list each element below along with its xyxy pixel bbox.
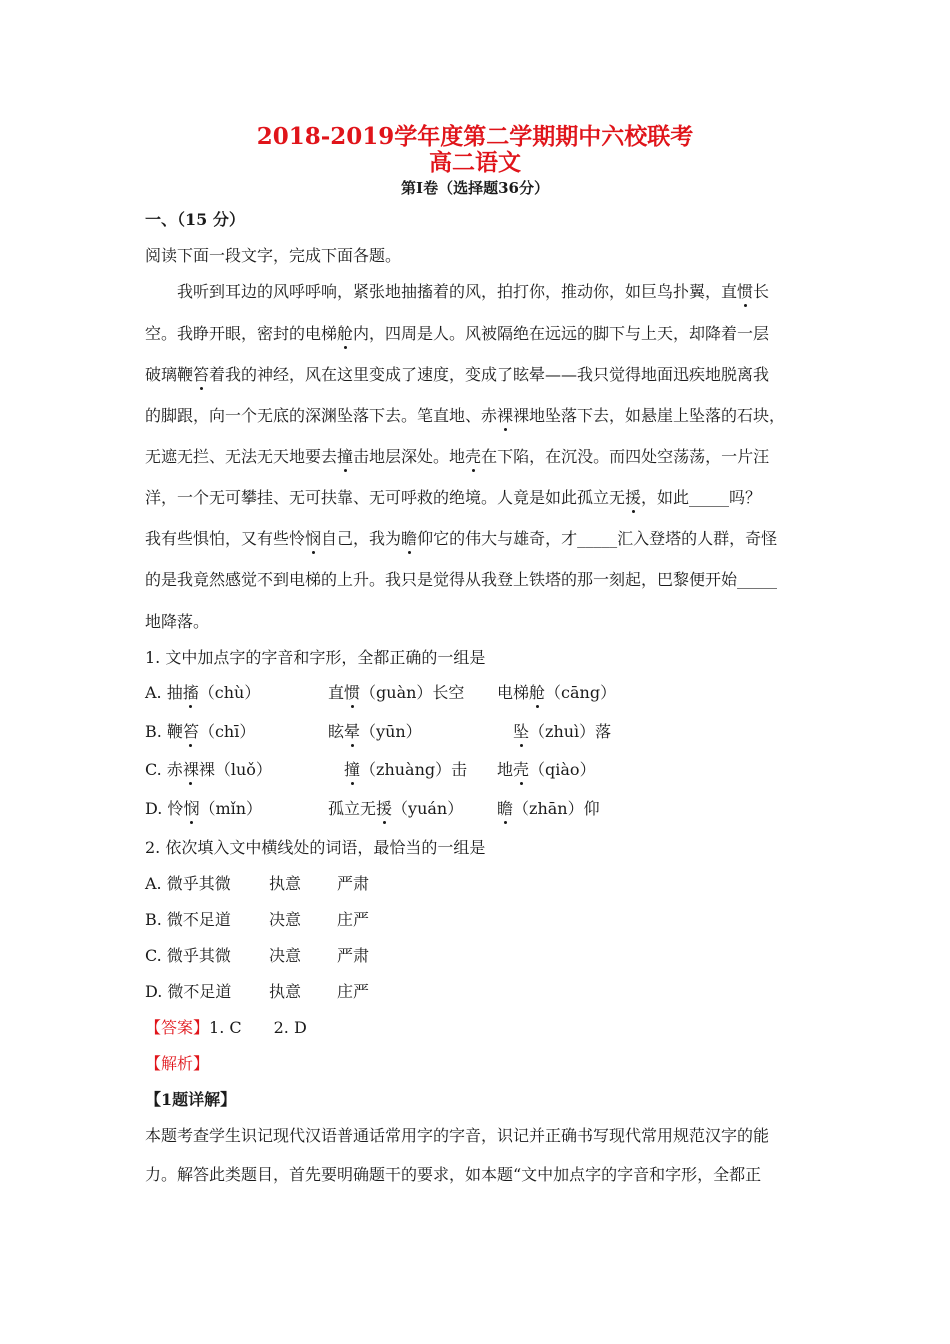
passage-text: 地降落。 [145, 612, 210, 631]
dotted-char: 悯 [183, 799, 200, 818]
option-text: 决意 [269, 946, 302, 965]
dotted-char: 惯 [737, 282, 754, 301]
dotted-char: 搐 [182, 683, 199, 702]
dotted-char: 援 [625, 488, 642, 507]
option-text: （chī） [198, 722, 256, 741]
passage-line-9 [145, 612, 815, 632]
option-text: （guàn）长空 [360, 683, 465, 702]
passage-line-2 [145, 324, 815, 344]
option-text: （zhān）仰 [513, 799, 600, 818]
question-1-stem: 1. 文中加点字的字音和字形，全都正确的一组是 [145, 648, 486, 667]
option-text: C. 赤 [145, 760, 183, 779]
passage-text: 无遮无拦、无法无天地要去 [145, 447, 338, 466]
analysis-paragraph-line-1: 本题考查学生识记现代汉语普通话常用字的字音，识记并正确书写现代常用规范汉字的能 [145, 1126, 770, 1145]
passage-text: 内，四周是人。风被隔绝在远远的脚下与上天，却降着一层 [353, 324, 770, 343]
option-text: 庄严 [337, 910, 370, 929]
dotted-char: 裸 [182, 760, 199, 779]
option-text: 庄严 [337, 982, 370, 1001]
passage-line-1 [177, 282, 847, 302]
dotted-char: 撞 [344, 760, 361, 779]
passage-text: 在下陷，在沉没。而四处空荡荡，一片汪 [481, 447, 770, 466]
dotted-char: 裸 [497, 406, 514, 425]
option-text: （zhuàng）击 [360, 760, 468, 779]
option-text: D. 微不足道 [145, 982, 232, 1001]
option-text: 直 [328, 683, 345, 702]
passage-text: 击地层深处。地 [353, 447, 466, 466]
option-text: 电梯 [497, 683, 530, 702]
option-text: 严肃 [337, 946, 370, 965]
part-heading: 一、（15 分） [145, 210, 245, 229]
dotted-char: 悯 [305, 529, 322, 548]
option-text: 执意 [269, 874, 302, 893]
option-text: （qiào） [529, 760, 596, 779]
passage-text: 着我的神经，风在这里变成了速度，变成了眩晕——我只觉得地面迅疾地脱离我 [209, 365, 770, 384]
section-title: 第Ⅰ卷（选择题36分） [401, 179, 549, 197]
passage-text: 裸地坠落下去，如悬崖上坠落的石块， [513, 406, 786, 425]
detail-heading: 【1题详解】 [145, 1090, 237, 1109]
subject-title: 高二语文 [429, 149, 521, 176]
option-text: 严肃 [337, 874, 370, 893]
dotted-char: 坠 [513, 722, 530, 741]
option-text: 裸（luǒ） [198, 760, 272, 779]
option-text: B. 鞭 [145, 722, 183, 741]
option-text: 决意 [269, 910, 302, 929]
passage-line-8 [145, 570, 815, 590]
option-text: A. 微乎其微 [145, 874, 231, 893]
option-text: 眩 [328, 722, 345, 741]
passage-text: 我听到耳边的风呼呼响，紧张地抽搐着的风，拍打你，推动你，如巨鸟扑翼，直 [177, 282, 738, 301]
passage-text: 仰它的伟大与雄奇，才_____汇入登塔的人群，奇怪 [417, 529, 778, 548]
passage-text: 洋，一个无可攀挂、无可扶靠、无可呼救的绝境。人竟是如此孤立无 [145, 488, 626, 507]
question-2-stem: 2. 依次填入文中横线处的词语，最恰当的一组是 [145, 838, 486, 857]
option-text: 孤立无 [328, 799, 377, 818]
dotted-char: 撞 [337, 447, 354, 466]
passage-text: 自己，我为 [321, 529, 402, 548]
passage-text: 的是我竟然感觉不到电梯的上升。我只是觉得从我登上铁塔的那一刻起，巴黎便开始_____ [145, 570, 778, 589]
dotted-char: 晕 [344, 722, 361, 741]
option-text: 地 [497, 760, 514, 779]
option-text: （yūn） [360, 722, 422, 741]
instruction-text: 阅读下面一段文字，完成下面各题。 [145, 246, 402, 265]
option-text: 执意 [269, 982, 302, 1001]
option-text: C. 微乎其微 [145, 946, 231, 965]
passage-line-6 [145, 488, 815, 508]
dotted-char: 舱 [337, 324, 354, 343]
passage-line-3 [145, 365, 815, 385]
analysis-tag: 【解析】 [145, 1054, 210, 1073]
passage-text: 空。我睁开眼，密封的电梯 [145, 324, 338, 343]
option-text: B. 微不足道 [145, 910, 231, 929]
passage-line-4 [145, 406, 815, 426]
option-text: （chù） [198, 683, 261, 702]
dotted-char: 壳 [513, 760, 530, 779]
analysis-paragraph-line-2: 力。解答此类题目，首先要明确题干的要求，如本题“文中加点字的字音和字形，全都正 [145, 1165, 762, 1184]
option-text: （cāng） [545, 683, 617, 702]
dotted-char: 笞 [182, 722, 199, 741]
passage-text: ，如此_____吗？ [641, 488, 762, 507]
dotted-char: 壳 [465, 447, 482, 466]
option-text: （yuán） [392, 799, 464, 818]
dotted-char: 笞 [193, 365, 210, 384]
passage-text: 破璃鞭 [145, 365, 194, 384]
answer-tag: 【答案】 [145, 1018, 210, 1037]
exam-title: 2018-2019学年度第二学期期中六校联考 [256, 123, 694, 150]
passage-text: 的脚跟，向一个无底的深渊坠落下去。笔直地、赤 [145, 406, 498, 425]
dotted-char: 瞻 [497, 799, 514, 818]
dotted-char: 惯 [344, 683, 361, 702]
option-text: A. 抽 [145, 683, 183, 702]
dotted-char: 舱 [529, 683, 546, 702]
answer-text: 1. C 2. D [209, 1018, 307, 1037]
passage-line-7 [145, 529, 815, 549]
passage-line-5 [145, 447, 815, 467]
option-text: （mǐn） [199, 799, 263, 818]
passage-text: 我有些惧怕，又有些怜 [145, 529, 306, 548]
option-text: D. 怜 [145, 799, 184, 818]
passage-text: 长 [753, 282, 770, 301]
dotted-char: 瞻 [401, 529, 418, 548]
option-text: （zhuì）落 [529, 722, 612, 741]
answer-line [145, 1018, 815, 1038]
dotted-char: 援 [376, 799, 393, 818]
